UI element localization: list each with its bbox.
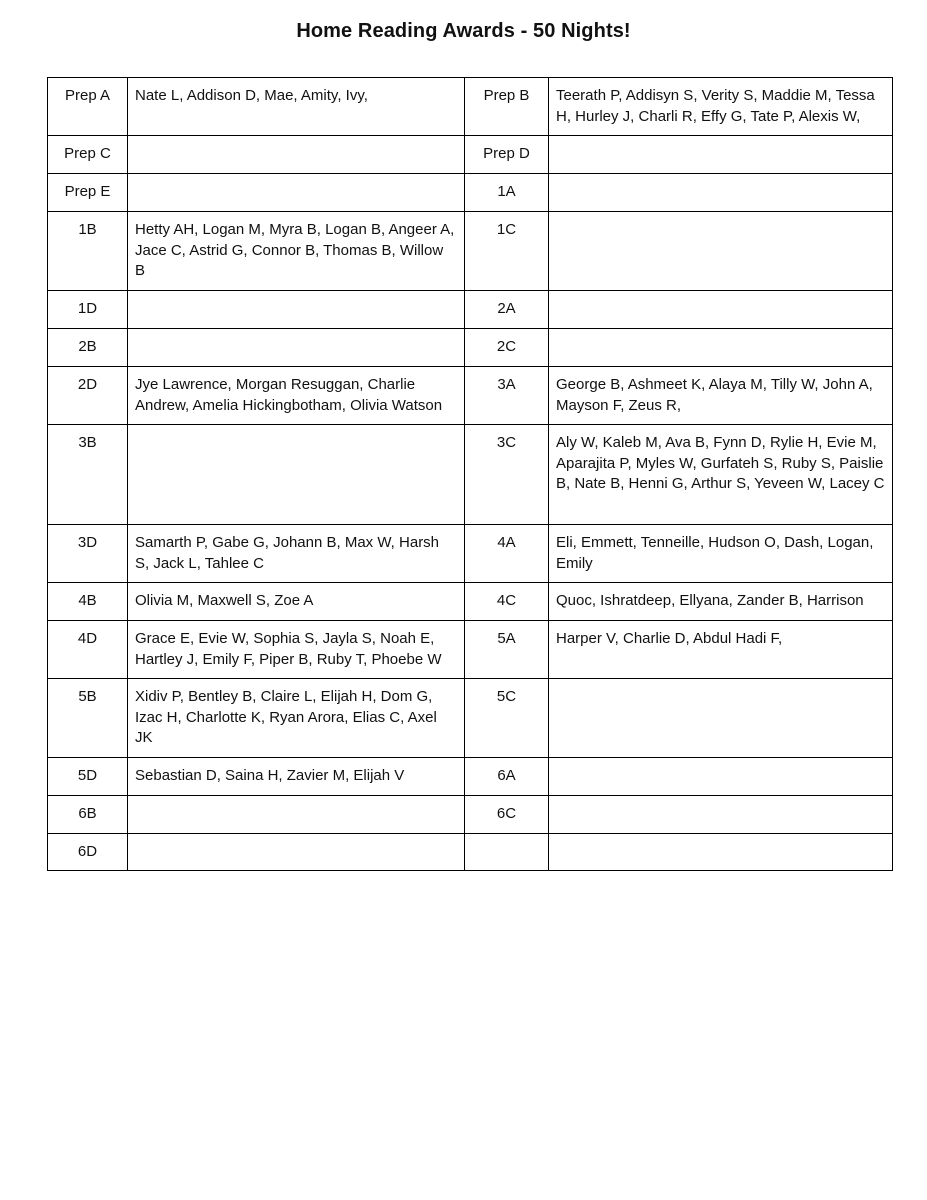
left-names-cell: [128, 136, 465, 174]
table-row: [48, 78, 893, 136]
right-names-cell: [549, 679, 893, 758]
right-class-cell: 5C: [465, 679, 549, 758]
table-row: [48, 583, 893, 621]
left-class-cell: 4B: [48, 583, 128, 621]
table-row: [48, 621, 893, 679]
left-names-cell: Nate L, Addison D, Mae, Amity, Ivy,: [128, 78, 465, 136]
table-row: [48, 679, 893, 758]
left-class-cell: Prep C: [48, 136, 128, 174]
left-class-cell: 4D: [48, 621, 128, 679]
awards-table-body: [48, 78, 893, 871]
left-names-cell: Samarth P, Gabe G, Johann B, Max W, Harsh S, Jack L, Tahlee C: [128, 525, 465, 583]
table-row: [48, 291, 893, 329]
right-class-cell: [465, 833, 549, 871]
table-row: [48, 757, 893, 795]
page-title: Home Reading Awards - 50 Nights!: [296, 20, 631, 42]
right-names-cell: [549, 795, 893, 833]
awards-table: [47, 77, 893, 871]
table-row: [48, 367, 893, 425]
right-names-cell: [549, 329, 893, 367]
left-names-cell: Grace E, Evie W, Sophia S, Jayla S, Noah E, Hartley J, Emily F, Piper B, Ruby T, Phoebe W: [128, 621, 465, 679]
right-class-cell: 4A: [465, 525, 549, 583]
right-class-cell: Prep D: [465, 136, 549, 174]
left-names-cell: [128, 425, 465, 525]
left-class-cell: 3B: [48, 425, 128, 525]
left-class-cell: 5D: [48, 757, 128, 795]
right-class-cell: Prep B: [465, 78, 549, 136]
table-row: [48, 425, 893, 525]
left-names-cell: [128, 795, 465, 833]
left-class-cell: Prep A: [48, 78, 128, 136]
right-names-cell: [549, 212, 893, 291]
table-row: [48, 525, 893, 583]
left-names-cell: Hetty AH, Logan M, Myra B, Logan B, Angeer A, Jace C, Astrid G, Connor B, Thomas B, Willow B: [128, 212, 465, 291]
right-class-cell: 1A: [465, 174, 549, 212]
left-names-cell: [128, 833, 465, 871]
left-names-cell: Olivia M, Maxwell S, Zoe A: [128, 583, 465, 621]
table-row: [48, 174, 893, 212]
right-class-cell: 6C: [465, 795, 549, 833]
left-class-cell: 2D: [48, 367, 128, 425]
right-class-cell: 3A: [465, 367, 549, 425]
left-names-cell: [128, 329, 465, 367]
right-names-cell: [549, 291, 893, 329]
left-class-cell: 2B: [48, 329, 128, 367]
right-class-cell: 4C: [465, 583, 549, 621]
right-class-cell: 2C: [465, 329, 549, 367]
right-names-cell: Aly W, Kaleb M, Ava B, Fynn D, Rylie H, Evie M, Aparajita P, Myles W, Gurfateh S, Ruby S, Paislie B, Nate B, Henni G, Arthur S, Yeveen W, Lacey C: [549, 425, 893, 525]
left-class-cell: 6D: [48, 833, 128, 871]
right-names-cell: [549, 757, 893, 795]
right-names-cell: Quoc, Ishratdeep, Ellyana, Zander B, Harrison: [549, 583, 893, 621]
table-row: [48, 136, 893, 174]
left-names-cell: Jye Lawrence, Morgan Resuggan, Charlie Andrew, Amelia Hickingbotham, Olivia Watson: [128, 367, 465, 425]
left-names-cell: [128, 291, 465, 329]
right-class-cell: 3C: [465, 425, 549, 525]
left-class-cell: 1B: [48, 212, 128, 291]
left-class-cell: 5B: [48, 679, 128, 758]
left-class-cell: 3D: [48, 525, 128, 583]
right-names-cell: Harper V, Charlie D, Abdul Hadi F,: [549, 621, 893, 679]
table-row: [48, 795, 893, 833]
left-names-cell: Xidiv P, Bentley B, Claire L, Elijah H, Dom G, Izac H, Charlotte K, Ryan Arora, Elias C, Axel JK: [128, 679, 465, 758]
table-row: [48, 833, 893, 871]
right-class-cell: 6A: [465, 757, 549, 795]
right-names-cell: [549, 136, 893, 174]
right-class-cell: 5A: [465, 621, 549, 679]
right-names-cell: George B, Ashmeet K, Alaya M, Tilly W, John A, Mayson F, Zeus R,: [549, 367, 893, 425]
right-names-cell: [549, 833, 893, 871]
left-class-cell: Prep E: [48, 174, 128, 212]
table-row: [48, 329, 893, 367]
left-class-cell: 6B: [48, 795, 128, 833]
right-names-cell: [549, 174, 893, 212]
left-names-cell: Sebastian D, Saina H, Zavier M, Elijah V: [128, 757, 465, 795]
table-row: [48, 212, 893, 291]
left-names-cell: [128, 174, 465, 212]
left-class-cell: 1D: [48, 291, 128, 329]
right-class-cell: 2A: [465, 291, 549, 329]
right-class-cell: 1C: [465, 212, 549, 291]
right-names-cell: Teerath P, Addisyn S, Verity S, Maddie M, Tessa H, Hurley J, Charli R, Effy G, Tate P, Alexis W,: [549, 78, 893, 136]
right-names-cell: Eli, Emmett, Tenneille, Hudson O, Dash, Logan, Emily: [549, 525, 893, 583]
